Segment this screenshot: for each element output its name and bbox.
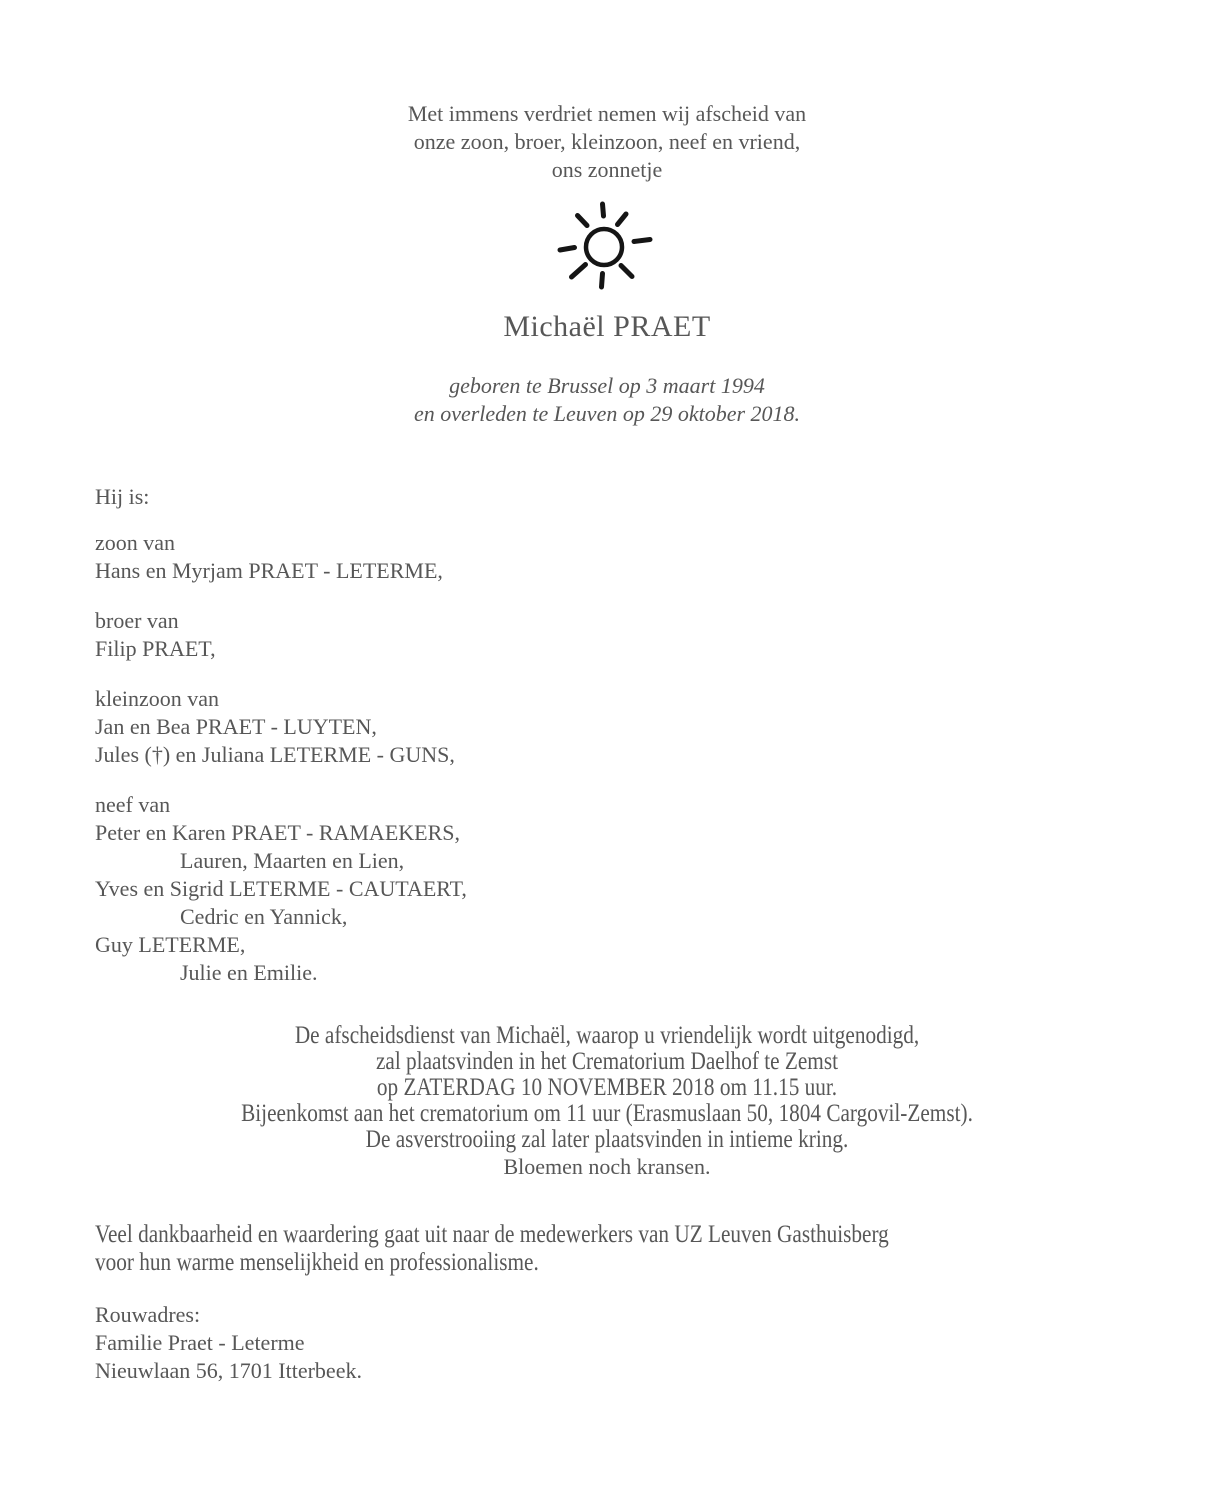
relation-names-children: Lauren, Maarten en Lien, [180,848,405,873]
relation-names: Jules (†) en Juliana LETERME - GUNS, [95,742,455,767]
relation-names: Guy LETERME, [95,932,246,957]
mourning-address-family: Familie Praet - Leterme [95,1330,305,1355]
relations-heading: Hij is: [95,484,150,509]
thanks-line-2: voor hun warme menselijkheid en professionalisme. [95,1249,539,1276]
mourning-address-street: Nieuwlaan 56, 1701 Itterbeek. [95,1358,362,1383]
relation-role: zoon van [95,530,176,555]
relation-names: Yves en Sigrid LETERME - CAUTAERT, [95,876,467,901]
intro-line-2: onze zoon, broer, kleinzoon, neef en vriend, [413,129,801,154]
relation-names-children: Julie en Emilie. [180,960,318,985]
relation-group-brother [95,607,1214,663]
relation-names: Peter en Karen PRAET - RAMAEKERS, [95,820,460,845]
life-dates [0,372,1214,428]
relation-role: neef van [95,792,171,817]
intro-endearment: ons zonnetje [551,157,663,182]
sun-icon [0,198,1214,294]
death-line: en overleden te Leuven op 29 oktober 2018. [413,401,801,426]
birth-line: geboren te Brussel op 3 maart 1994 [449,373,765,398]
thanks-line-1: Veel dankbaarheid en waardering gaat uit naar de medewerkers van UZ Leuven Gasthuisberg [95,1221,889,1248]
relation-names: Filip PRAET, [95,636,216,661]
deceased-name: Michaël PRAET [503,310,711,343]
relation-group-nephew [95,791,1214,987]
ceremony-line-3: op ZATERDAG 10 NOVEMBER 2018 om 11.15 uur. [376,1074,838,1101]
ceremony-line-2: zal plaatsvinden in het Crematorium Daelhof te Zemst [375,1048,839,1075]
ceremony-section [0,1023,1214,1153]
relation-names: Jan en Bea PRAET - LUYTEN, [95,714,377,739]
relation-group-grandson [95,685,1214,769]
ceremony-line-1: De afscheidsdienst van Michaël, waarop u vriendelijk wordt uitgenodigd, [294,1022,920,1049]
relations-section [95,483,1214,987]
thanks-section [95,1221,1214,1277]
mourning-address-section [95,1301,1214,1385]
intro-block [0,0,1214,184]
relation-names-children: Cedric en Yannick, [180,904,348,929]
flowers-note: Bloemen noch kransen. [503,1154,711,1179]
ceremony-line-4: Bijeenkomst aan het crematorium om 11 uur (Erasmuslaan 50, 1804 Cargovil-Zemst). [241,1100,973,1127]
ceremony-line-5: De asverstrooiing zal later plaatsvinden in intieme kring. [365,1126,849,1153]
relation-group-son [95,529,1214,585]
mourning-address-label: Rouwadres: [95,1302,201,1327]
relation-role: broer van [95,608,179,633]
relation-role: kleinzoon van [95,686,220,711]
relation-names: Hans en Myrjam PRAET - LETERME, [95,558,443,583]
intro-line-1: Met immens verdriet nemen wij afscheid van [407,101,807,126]
